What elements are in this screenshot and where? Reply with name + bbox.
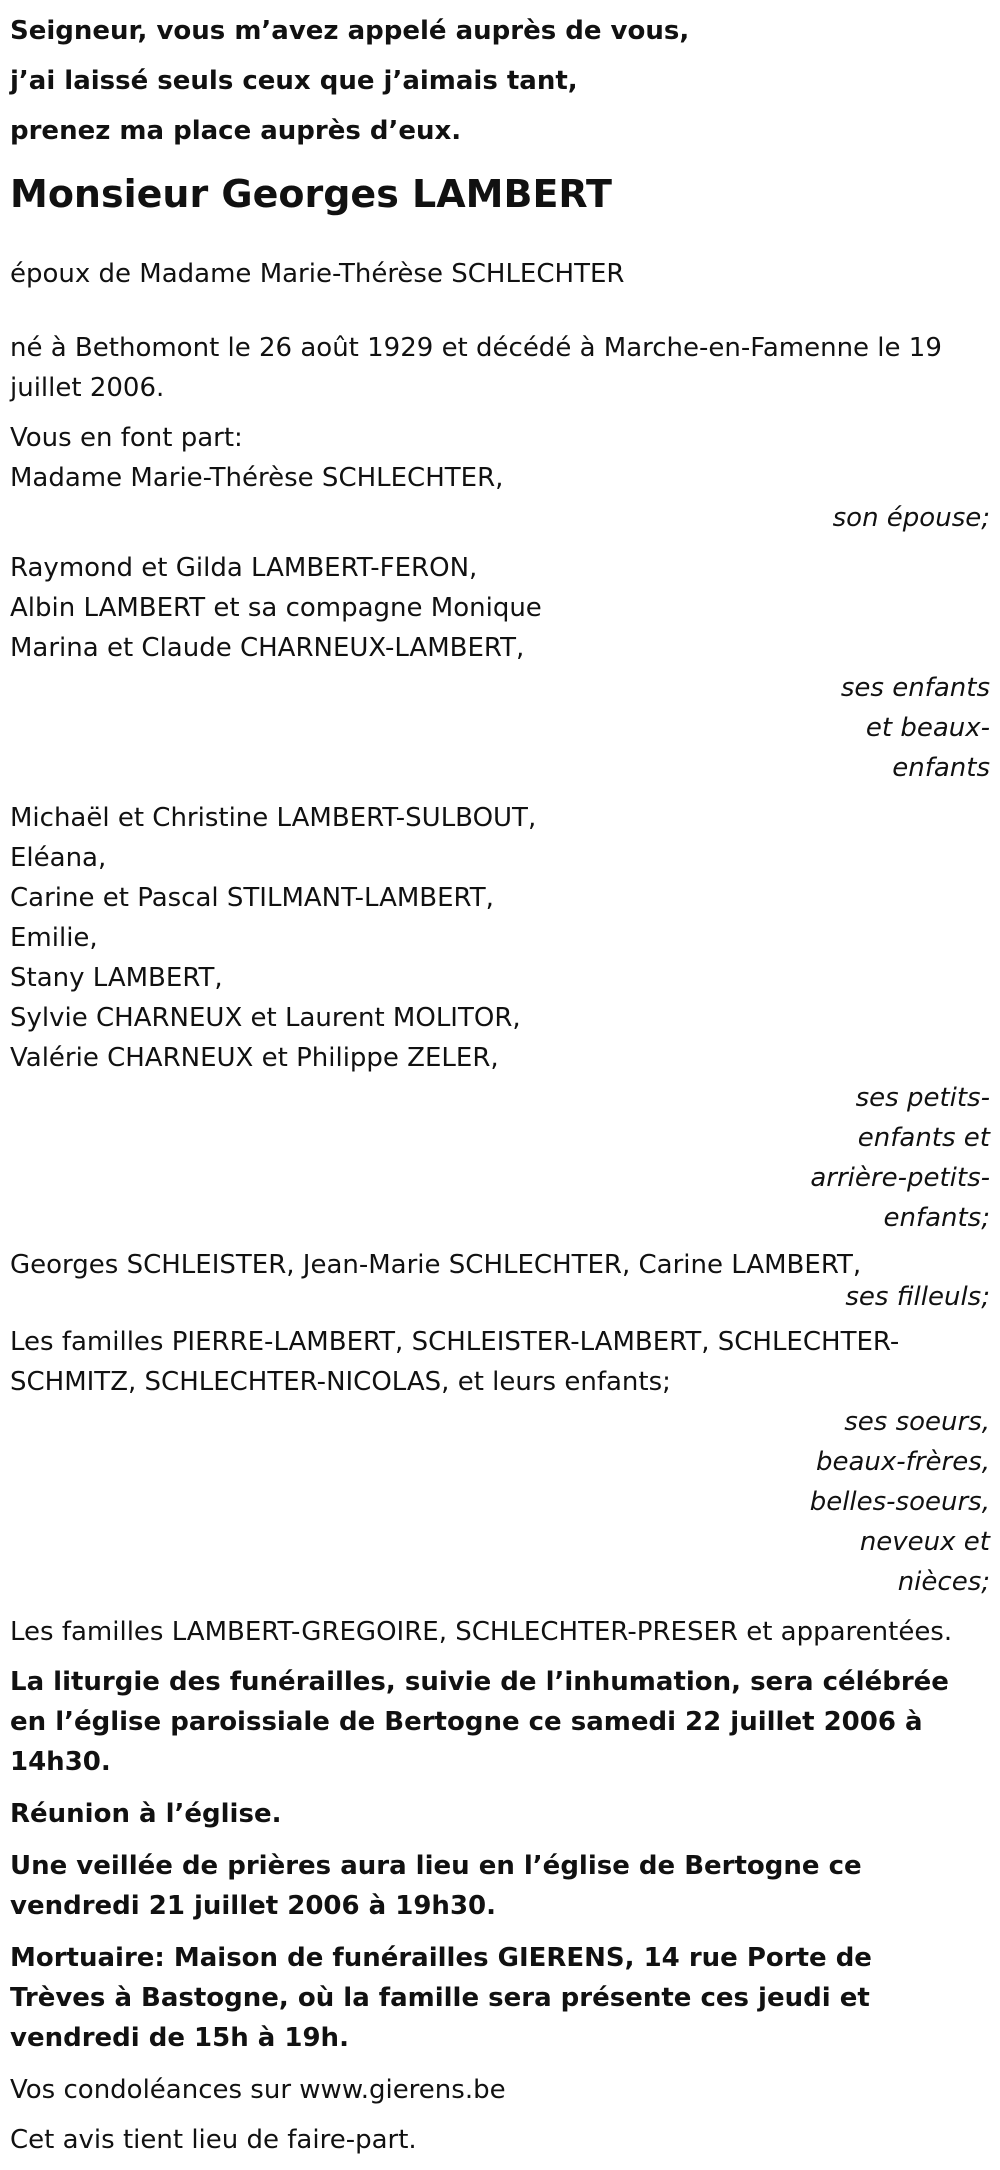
relation-label: ses filleuls;: [845, 1282, 990, 1312]
obituary-notice: [10, 6, 990, 2170]
relation-label: ses soeurs, beaux-frères, belles-soeurs, neveux et nièces;: [809, 1407, 990, 1597]
family-group-grandchildren: [10, 798, 990, 1238]
vigil-info: Une veillée de prières aura lieu en l’église de Bertogne ce vendredi 21 juillet 2006 à 19h30.: [10, 1851, 862, 1921]
condolences-line: Vos condoléances sur www.gierens.be: [10, 2075, 506, 2105]
family-name-line: Emilie,: [10, 923, 98, 953]
family-name-line: Madame Marie-Thérèse SCHLECHTER,: [10, 463, 504, 493]
family-group-godchildren: [10, 1248, 990, 1312]
poem-line: prenez ma place auprès d’eux.: [10, 116, 462, 146]
family-name-line: Michaël et Christine LAMBERT-SULBOUT,: [10, 803, 537, 833]
family-name-line: Stany LAMBERT,: [10, 963, 223, 993]
family-name-line: Carine et Pascal STILMANT-LAMBERT,: [10, 883, 494, 913]
relation-label: son épouse;: [832, 503, 990, 533]
meeting-info: Réunion à l’église.: [10, 1799, 282, 1829]
family-group-siblings: [10, 1322, 990, 1602]
family-name-line: Albin LAMBERT et sa compagne Monique: [10, 593, 542, 623]
relation-label: ses enfants et beaux-enfants: [840, 673, 990, 783]
family-name-line: Marina et Claude CHARNEUX-LAMBERT,: [10, 633, 525, 663]
poem: [10, 6, 990, 156]
mortuary-info: Mortuaire: Maison de funérailles GIERENS, 14 rue Porte de Trèves à Bastogne, où la famille sera présente ces jeudi et vendredi de 15h à 19h.: [10, 1943, 872, 2053]
family-name-line: Georges SCHLEISTER, Jean-Marie SCHLECHTER, Carine LAMBERT,: [10, 1250, 862, 1280]
family-name-line: Raymond et Gilda LAMBERT-FERON,: [10, 553, 478, 583]
poem-line: Seigneur, vous m’avez appelé auprès de vous,: [10, 16, 690, 46]
family-name-line: Les familles PIERRE-LAMBERT, SCHLEISTER-LAMBERT, SCHLECHTER-SCHMITZ, SCHLECHTER-NICOLAS, et leurs enfants;: [10, 1327, 900, 1397]
spouse-line: époux de Madame Marie-Thérèse SCHLECHTER: [10, 259, 625, 289]
other-families: Les familles LAMBERT-GREGOIRE, SCHLECHTER-PRESER et apparentées.: [10, 1617, 953, 1647]
family-name-line: Eléana,: [10, 843, 107, 873]
family-name-line: Sylvie CHARNEUX et Laurent MOLITOR,: [10, 1003, 521, 1033]
family-name-line: Valérie CHARNEUX et Philippe ZELER,: [10, 1043, 499, 1073]
relation-label: ses petits-enfants et arrière-petits-enfants;: [810, 1083, 990, 1233]
announce-intro: Vous en font part:: [10, 423, 243, 453]
liturgy-info: La liturgie des funérailles, suivie de l’inhumation, sera célébrée en l’église paroissiale de Bertogne ce samedi 22 juillet 2006 à 14h30.: [10, 1667, 949, 1777]
notice-line: Cet avis tient lieu de faire-part.: [10, 2125, 417, 2155]
poem-line: j’ai laissé seuls ceux que j’aimais tant,: [10, 66, 578, 96]
family-group-spouse: [10, 458, 990, 538]
deceased-name: Monsieur Georges LAMBERT: [10, 172, 612, 216]
birth-death-line: né à Bethomont le 26 août 1929 et décédé à Marche-en-Famenne le 19 juillet 2006.: [10, 333, 942, 403]
family-group-children: [10, 548, 990, 788]
